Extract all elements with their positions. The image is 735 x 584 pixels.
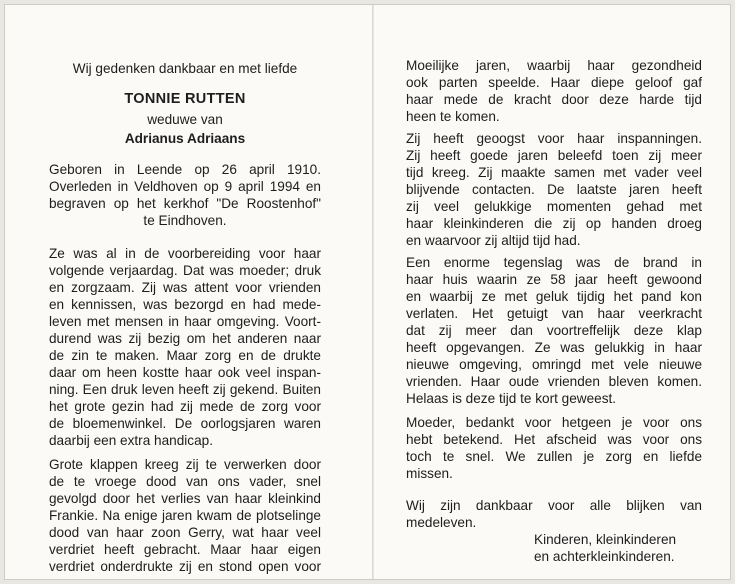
paragraph-line: Helaas is deze tijd te kort geweest.: [406, 391, 617, 406]
paragraph-line: Zij heeft goede jaren beleefd toen zij meer: [406, 148, 702, 163]
paragraph-line: en waarbij ze met geluk tijdig het pand kon: [406, 289, 702, 304]
paragraph-line: Een enorme tegenslag was de brand in: [406, 255, 702, 270]
paragraph-line: verdriet onderdrukte zij en stond open voor: [49, 559, 321, 574]
paragraph-line: en waarvoor zij altijd tijd had.: [406, 233, 581, 248]
dates-line: begraven op het kerkhof "De Roostenhof": [49, 196, 321, 211]
paragraph-line: daar om heen kostte haar ook veel inspan-: [49, 365, 321, 380]
paragraph-line: tijd kreeg. Zij maakte samen met vader veel: [406, 165, 702, 180]
paragraph-line: blijvende contacten. De laatste jaren heeft: [406, 182, 702, 197]
paragraph-line: missen.: [406, 466, 453, 481]
dates-line: te Eindhoven.: [143, 213, 227, 228]
paragraph-line: Moeder, bedankt voor hetgeen je voor ons: [406, 415, 702, 430]
paragraph-line: het grote gezin had zij mede de zorg voor: [49, 399, 321, 414]
paragraph-line: en zorgzaam. Zij was attent voor vrienden: [49, 280, 321, 295]
paragraph-line: heen te komen.: [406, 109, 500, 124]
paragraph-line: ning. Een druk leven heeft zij gekend. Buiten: [49, 382, 321, 397]
paragraph-line: haar huis waarin ze 58 jaar heeft gewoond: [406, 272, 702, 287]
paragraph-line: de bloemenwinkel. De oorlogsjaren waren: [49, 416, 321, 431]
card-fold: [372, 5, 374, 579]
deceased-name: TONNIE RUTTEN: [124, 91, 246, 107]
paragraph-line: de zin te maken. Maar zorg en de drukte: [49, 348, 321, 363]
paragraph-line: daarbij een extra handicap.: [49, 433, 213, 448]
paragraph-line: heeft opgevangen. Ze was gelukkig in haar: [406, 340, 702, 355]
paragraph-line: zij veel gelukkige momenten gehad met: [406, 199, 702, 214]
paragraph-line: Zij heeft geoogst voor haar inspanningen.: [406, 131, 702, 146]
thanks-line: Wij zijn dankbaar voor alle blijken van: [406, 498, 702, 513]
paragraph-line: haar kleinkinderen die zij op handen droeg: [406, 216, 702, 231]
paragraph-line: volgende verjaardag. Dat was moeder; druk: [49, 263, 321, 278]
paragraph-line: Grote klappen kreeg zij te verwerken door: [49, 457, 321, 472]
paragraph-line: gevolgd door het verlies van haar kleinkind: [49, 491, 321, 506]
paragraph-line: leven met mensen in haar omgeving. Voort-: [49, 314, 321, 329]
paragraph-line: Frankie. Na enige jaren kwam de plotselinge: [49, 508, 321, 523]
dates-line: Geboren in Leende op 26 april 1910.: [49, 162, 321, 177]
paragraph-line: Moeilijke jaren, waarbij haar gezondheid: [406, 58, 702, 73]
widow-of-text: weduwe van: [147, 112, 223, 127]
intro-text: Wij gedenken dankbaar en met liefde: [72, 61, 298, 76]
thanks-line: medeleven.: [406, 515, 477, 530]
signature-line: Kinderen, kleinkinderen: [534, 532, 677, 547]
paragraph-line: en kennissen, was bezorgd en had mede-: [49, 297, 321, 312]
paragraph-line: dood van haar zoon Gerry, wat haar veel: [49, 525, 321, 540]
paragraph-line: verdriet heeft gebracht. Maar haar eigen: [49, 542, 321, 557]
paragraph-line: verlaten. Het getuigt van haar veerkracht: [406, 306, 702, 321]
paragraph-line: durend was zij bezig om het anderen naar: [49, 331, 321, 346]
paragraph-line: de te vroege dood van ons vader, snel: [49, 474, 321, 489]
memorial-card: [4, 4, 731, 580]
dates-line: Overleden in Veldhoven op 9 april 1994 en: [49, 179, 321, 194]
paragraph-line: toch te snel. We zullen je zorg en liefde: [406, 449, 702, 464]
paragraph-line: dat zij meer dan voortreffelijk deze klap: [406, 323, 702, 338]
paragraph-line: ook parten speelde. Haar diepe geloof gaf: [406, 75, 702, 90]
paragraph-line: Ze was al in de voorbereiding voor haar: [49, 246, 321, 261]
paragraph-line: haar mede de kracht door deze harde tijd: [406, 92, 702, 107]
signature-line: en achterkleinkinderen.: [534, 549, 675, 564]
paragraph-line: nieuwe omgeving, omringd met vele nieuwe: [406, 357, 702, 372]
paragraph-line: vrienden. Haar oude vrienden bleven komen.: [406, 374, 702, 389]
paragraph-line: hebt betekend. Het afscheid was voor ons: [406, 432, 702, 447]
husband-name: Adrianus Adriaans: [124, 131, 246, 146]
